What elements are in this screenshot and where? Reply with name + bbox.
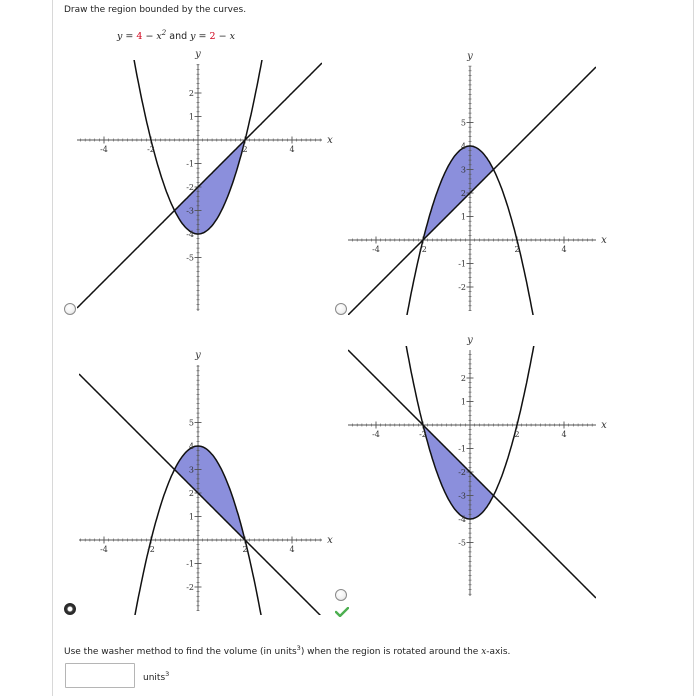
y-tick-label: 2 (188, 489, 194, 498)
y-axis-label: y (195, 350, 201, 361)
eq2-prefix: y = (190, 31, 210, 43)
eq1-prefix: y = (117, 31, 137, 43)
y-tick-label: -1 (458, 259, 466, 269)
line-curve (348, 350, 596, 598)
y-tick-label: -2 (186, 183, 194, 192)
y-tick-label: -2 (186, 583, 194, 592)
y-tick-label: 3 (460, 165, 466, 175)
x-tick-label: 4 (561, 245, 567, 254)
y-tick-label: -1 (186, 559, 194, 569)
radio-graph-a[interactable] (64, 303, 76, 315)
y-tick-label: -5 (458, 538, 466, 548)
x-tick-label: 4 (561, 430, 567, 439)
parabola-curve (348, 146, 596, 696)
y-axis-label: y (467, 335, 473, 346)
y-tick-label: 2 (460, 189, 466, 198)
y-tick-label: -1 (458, 444, 466, 454)
eq2-constant: 2 (209, 31, 216, 43)
x-axis-label: x (601, 420, 607, 431)
parabola-curve (348, 0, 596, 519)
x-tick-label: -4 (372, 430, 380, 439)
y-tick-label: 5 (460, 118, 466, 128)
question-part1: Use the washer method to find the volume (in units (64, 647, 297, 657)
y-tick-label: 1 (188, 512, 194, 522)
line-curve (77, 63, 322, 308)
y-axis-label: y (195, 49, 201, 60)
x-axis-label: x (327, 135, 333, 146)
eq1-constant: 4 (136, 31, 143, 43)
prompt-text: Draw the region bounded by the curves. (64, 5, 247, 15)
question-text (64, 644, 510, 657)
y-tick-label: -3 (186, 206, 194, 216)
question-unit-exponent: 3 (296, 644, 301, 652)
y-tick-label: -2 (458, 283, 466, 292)
x-tick-label: -2 (419, 245, 427, 254)
question-axis-var: x (481, 647, 487, 657)
y-tick-label: 4 (460, 142, 466, 151)
shaded-region (175, 446, 246, 540)
units-label (143, 670, 169, 683)
shaded-region (175, 140, 246, 234)
line-curve (348, 67, 596, 315)
x-tick-label: 2 (514, 430, 520, 439)
correct-check-icon (335, 607, 349, 617)
y-tick-label: -3 (458, 491, 466, 501)
graph-b (348, 51, 607, 696)
y-tick-label: 1 (460, 212, 466, 222)
question-part2: ) when the region is rotated around the (300, 647, 482, 657)
units-exponent: 3 (165, 670, 170, 678)
x-tick-label: -4 (100, 145, 108, 154)
eq1-variable: x (156, 31, 162, 43)
eq1-exponent: 2 (161, 29, 167, 37)
eq-and: and (166, 31, 191, 43)
y-axis-label: y (467, 51, 473, 62)
x-tick-label: 4 (289, 545, 295, 554)
question-part3: -axis. (486, 647, 511, 657)
y-tick-label: 2 (188, 89, 194, 98)
eq1-operator: − (142, 31, 157, 43)
y-tick-label: 2 (460, 374, 466, 383)
x-tick-label: -4 (100, 545, 108, 554)
x-tick-label: -2 (147, 145, 155, 154)
y-tick-label: -1 (186, 159, 194, 169)
radio-graph-c[interactable] (64, 603, 76, 615)
shaded-region (423, 146, 494, 240)
units-text: units (143, 673, 166, 683)
y-tick-label: -4 (186, 230, 194, 239)
y-tick-label: 3 (188, 465, 194, 475)
x-tick-label: -2 (147, 545, 155, 554)
y-tick-label: 1 (460, 397, 466, 407)
y-tick-label: -4 (458, 515, 466, 524)
x-axis-label: x (327, 535, 333, 546)
graph-d (348, 0, 607, 598)
y-tick-label: -5 (186, 253, 194, 263)
x-tick-label: -4 (372, 245, 380, 254)
radio-graph-b[interactable] (335, 303, 347, 315)
radio-graph-d[interactable] (335, 589, 347, 601)
axis-labels (100, 49, 333, 263)
x-tick-label: 2 (242, 545, 248, 554)
y-tick-label: 4 (188, 442, 194, 451)
y-tick-label: 5 (188, 418, 194, 428)
line-curve (79, 374, 322, 617)
x-tick-label: 2 (242, 145, 248, 154)
volume-answer-input[interactable] (65, 663, 135, 688)
x-axis-label: x (601, 235, 607, 246)
x-tick-label: -2 (419, 430, 427, 439)
graph-a (77, 0, 333, 311)
eq2-suffix: − x (215, 31, 235, 43)
x-tick-label: 2 (514, 245, 520, 254)
x-tick-label: 4 (289, 145, 295, 154)
y-tick-label: 1 (188, 112, 194, 122)
axis-labels (372, 335, 607, 548)
y-tick-label: -2 (458, 468, 466, 477)
